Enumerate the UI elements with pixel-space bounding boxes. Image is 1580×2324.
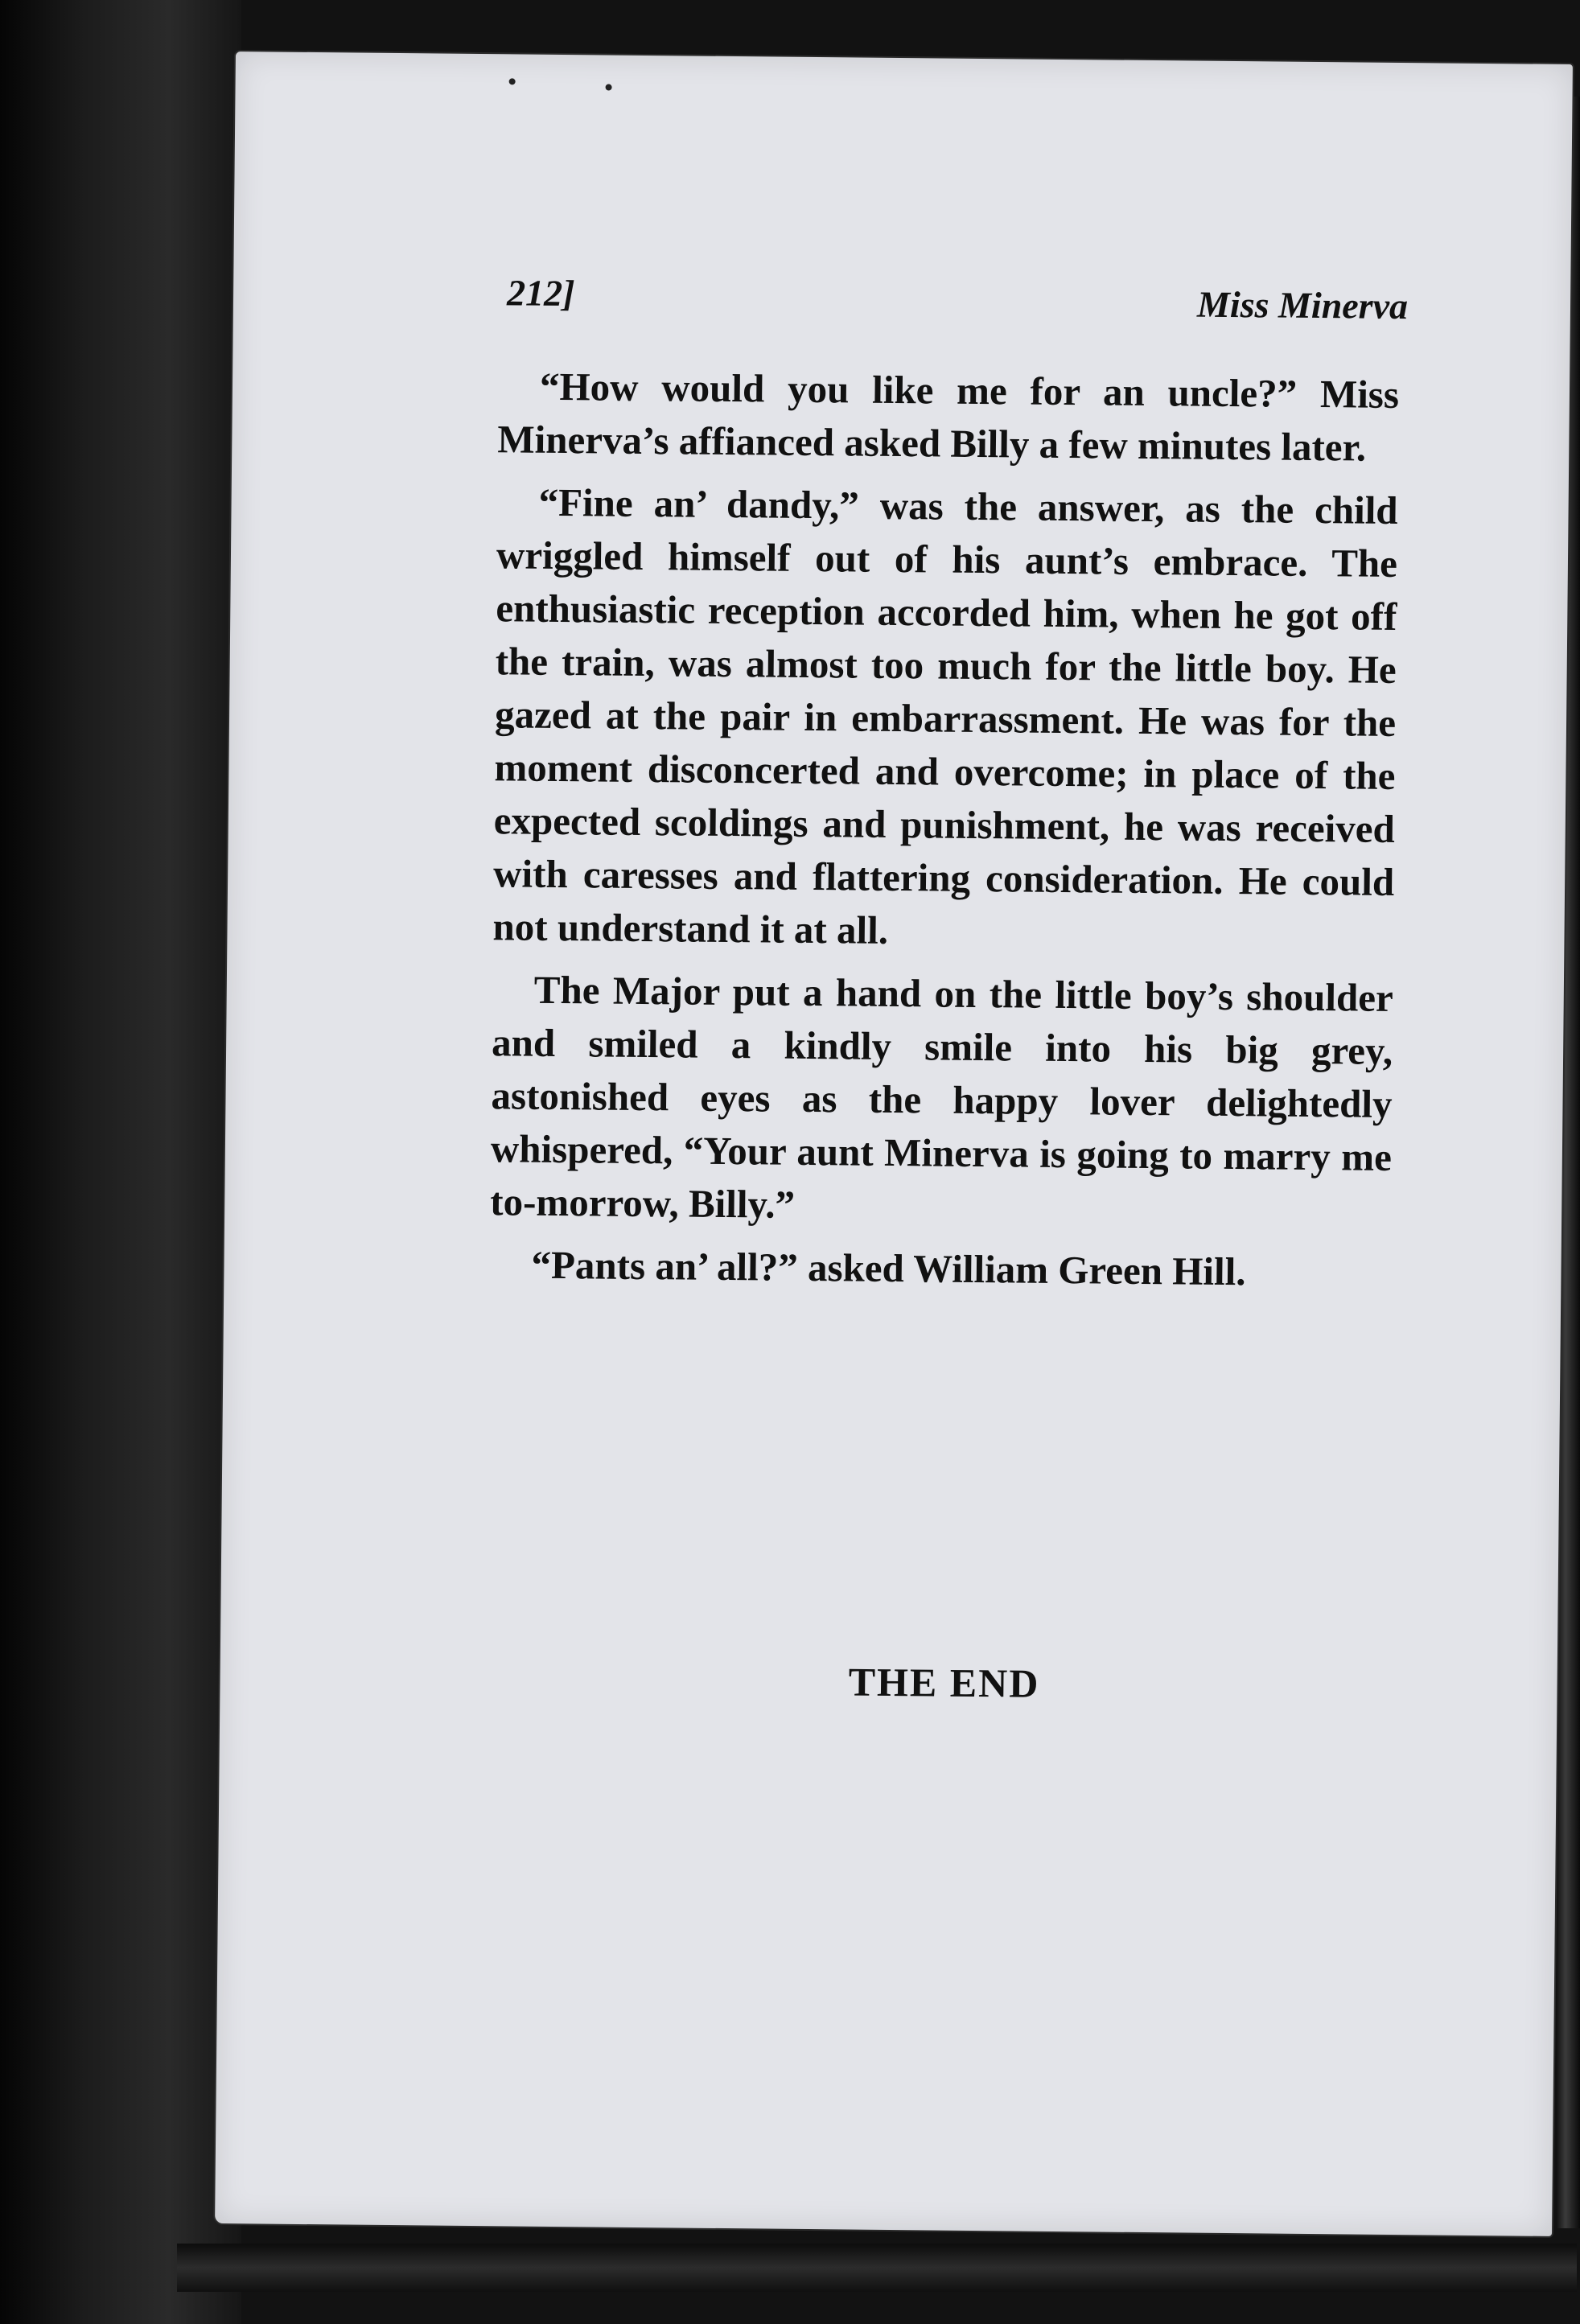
the-end-heading: THE END bbox=[848, 1659, 1040, 1706]
paragraph: “How would you like me for an uncle?” Miss Minerva’s affianced asked Billy a few minutes later. bbox=[497, 364, 1400, 470]
book-page bbox=[215, 51, 1573, 2236]
paragraph: The Major put a hand on the little boy’s shoulder and smiled a kindly smile into his big grey, astonished eyes as the happy lover delightedly whispered, “Your aunt Minerva is going to marry me to-morrow, Billy.” bbox=[490, 967, 1394, 1227]
page-number: 212] bbox=[506, 272, 575, 315]
paragraph: “Pants an’ all?” asked William Green Hill. bbox=[531, 1242, 1246, 1294]
body-text bbox=[489, 360, 1399, 1310]
speck-mark bbox=[606, 84, 612, 90]
speck-mark bbox=[509, 78, 516, 84]
running-head bbox=[507, 271, 1409, 344]
page-edge-bottom bbox=[177, 2244, 1577, 2292]
book-title: Miss Minerva bbox=[1196, 283, 1409, 327]
paragraph: “Fine an’ dandy,” was the answer, as the child wriggled himself out of his aunt’s embrace. The enthusiastic reception accorded him, when he got off the train, was almost too much for the little boy. He gazed at the pair in embarrassment. He was for the moment disconcerted and overcome; in place of the expected scoldings and punishment, he was received with caresses and flattering consideration. He could not understand it at all. bbox=[492, 479, 1398, 952]
book-binding bbox=[0, 0, 241, 2324]
